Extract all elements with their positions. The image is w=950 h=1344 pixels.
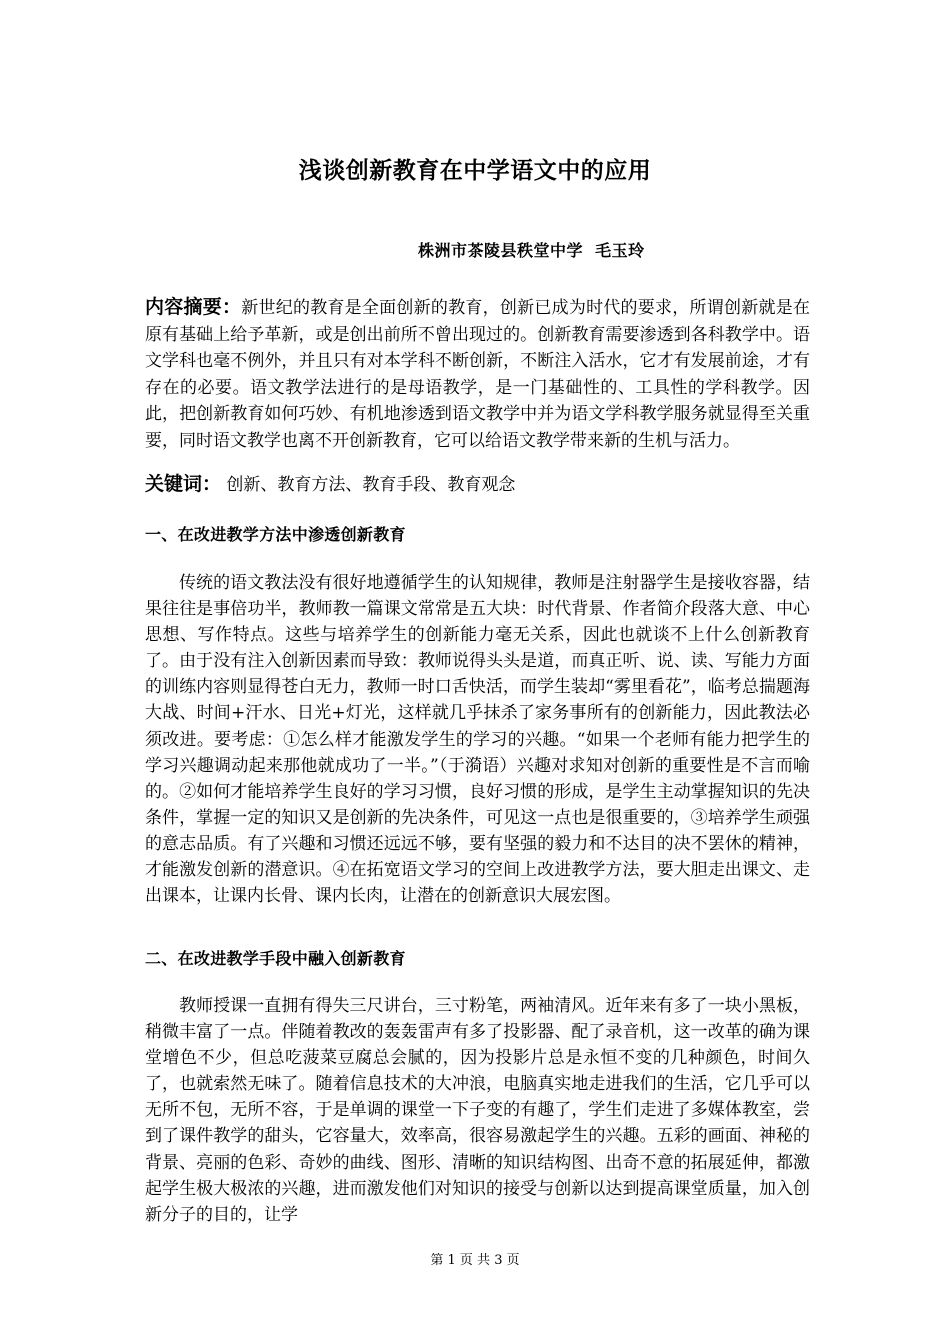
abstract	[145, 294, 810, 454]
author-line: 株洲市茶陵县秩堂中学 毛玉玲	[418, 241, 645, 260]
keywords	[145, 471, 810, 498]
section-heading-1: 一、在改进教学方法中渗透创新教育	[145, 525, 406, 544]
section-paragraph-2: 教师授课一直拥有得失三尺讲台，三寸粉笔，两袖清风。近年来有多了一块小黑板，稍微丰富了一点。伴随着教改的轰轰雷声有多了投影器、配了录音机，这一改革的确为课堂增色不少，但总吃菠菜豆腐总会腻的，因为投影片总是永恒不变的几种颜色，时间久了，也就索然无味了。随着信息技术的大冲浪，电脑真实地走进我们的生活，它几乎可以无所不包，无所不容，于是单调的课堂一下子变的有趣了，学生们走进了多媒体教室，尝到了课件教学的甜头，它容量大，效率高，很容易激起学生的兴趣。五彩的画面、神秘的背景、亮丽的色彩、奇妙的曲线、图形、清晰的知识结构图、出奇不意的拓展延伸，都激起学生极大极浓的兴趣，进而激发他们对知识的接受与创新以达到提高课堂质量，加入创新分子的目的，让学	[145, 996, 810, 1225]
keywords-label: 关键词：	[145, 473, 222, 495]
keywords-text: 创新、教育方法、教育手段、教育观念	[221, 475, 516, 495]
section-paragraph-1: 传统的语文教法没有很好地遵循学生的认知规律，教师是注射器学生是接收容器，结果往往是事倍功半，教师教一篇课文常常是五大块：时代背景、作者简介段落大意、中心思想、写作特点。这些与培养学生的创新能力毫无关系，因此也就谈不上什么创新教育了。由于没有注入创新因素而导致：教师说得头头是道，而真正听、说、读、写能力方面的训练内容则显得苍白无力，教师一时口舌快活，而学生装却“雾里看花”，临考总揣题海大战、时间+汗水、日光+灯光，这样就几乎抹杀了家务事所有的创新能力，因此教法必须改进。要考虑：①怎么样才能激发学生的学习的兴趣。“如果一个老师有能力把学生的学习兴趣调动起来那他就成功了一半。”（于漪语）兴趣对求知对创新的重要性是不言而喻的。②如何才能培养学生良好的学习习惯，良好习惯的形成，是学生主动掌握知识的先决条件，掌握一定的知识又是创新的先决条件，可见这一点也是很重要的，③培养学生顽强的意志品质。有了兴趣和习惯还远远不够，要有坚强的毅力和不达目的决不罢休的精神，才能激发创新的潜意识。④在拓宽语文学习的空间上改进教学方法，要大胆走出课文、走出课本，让课内长骨、课内长肉，让潜在的创新意识大展宏图。	[145, 573, 810, 907]
page-title: 浅谈创新教育在中学语文中的应用	[298, 158, 652, 184]
page-footer: 第 1 页 共 3 页	[430, 1253, 520, 1268]
section-heading-2: 二、在改进教学手段中融入创新教育	[145, 949, 406, 968]
abstract-label: 内容摘要：	[145, 296, 242, 318]
abstract-text: 新世纪的教育是全面创新的教育，创新已成为时代的要求，所谓创新就是在原有基础上给予革新，或是创出前所不曾出现过的。创新教育需要渗透到各科教学中。语文学科也毫不例外，并且只有对本学科不断创新，不断注入活水，它才有发展前途，才有存在的必要。语文教学法进行的是母语教学，是一门基础性的、工具性的学科教学。因此，把创新教育如何巧妙、有机地渗透到语文教学中并为语文学科教学服务就显得至关重要，同时语文教学也离不开创新教育，它可以给语文教学带来新的生机与活力。	[145, 298, 810, 451]
